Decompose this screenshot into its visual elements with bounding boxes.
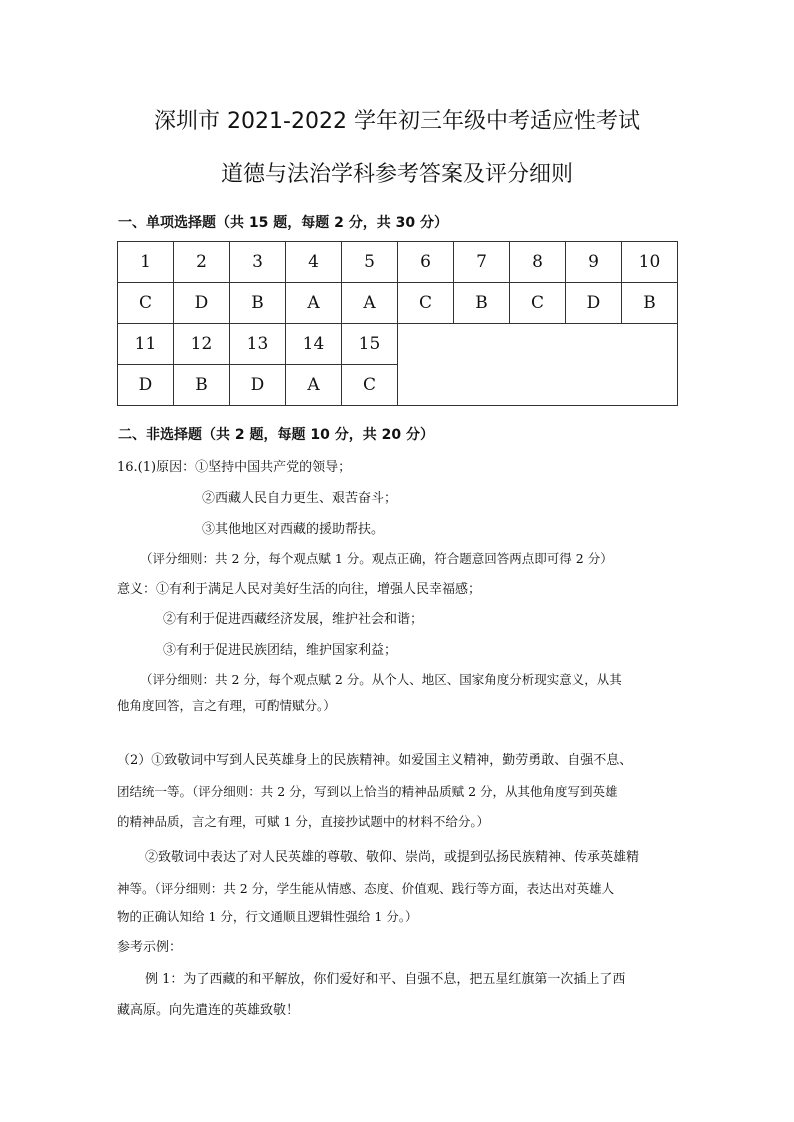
example-1-cont: 藏高原。向先遣连的英雄致敬！ [117,1003,300,1018]
answer-cell: B [454,283,510,324]
reference-example-heading: 参考示例： [117,940,183,955]
question-number-cell: 6 [398,242,454,283]
answer-cell: D [230,365,286,406]
question-number-cell: 3 [230,242,286,283]
answer-cell: D [118,365,174,406]
answer-cell: D [174,283,230,324]
empty-table-area [398,324,678,406]
question-number-cell: 14 [286,324,342,365]
q16-2-point2-cont: 神等。（评分细则：共 2 分，学生能从情感、态度、价值观、践行等方面，表达出对英雄人 [117,881,615,896]
question-number-cell: 11 [118,324,174,365]
question-number-cell: 2 [174,242,230,283]
scoring-note-1: （评分细则：共 2 分，每个观点赋 1 分。观点正确，符合题意回答两点即可得 2 分） [140,551,613,566]
answer-cell: B [174,365,230,406]
answer-cell: A [342,283,398,324]
q16-1-reason-3: ③其他地区对西藏的援助帮扶。 [202,522,385,537]
question-number-cell: 4 [286,242,342,283]
question-number-cell: 13 [230,324,286,365]
q16-2-point2: ②致敬词中表达了对人民英雄的尊敬、敬仰、崇尚，或提到弘扬民族精神、传承英雄精 [145,850,640,865]
q16-1-reason-2: ②西藏人民自力更生、艰苦奋斗； [202,491,398,506]
question-number-cell: 7 [454,242,510,283]
table-row-numbers-1 [118,242,678,283]
answer-cell: B [230,283,286,324]
scoring-note-2: （评分细则：共 2 分，每个观点赋 2 分。从个人、地区、国家角度分析现实意义，从其 [140,672,622,687]
q16-1-significance: 意义：①有利于满足人民对美好生活的向往，增强人民幸福感； [117,582,482,597]
answer-cell: B [622,283,678,324]
answer-cell: C [398,283,454,324]
question-number-cell: 12 [174,324,230,365]
q16-1-significance-2: ②有利于促进西藏经济发展，维护社会和谐； [163,612,424,627]
document-title-line2: 道德与法治学科参考答案及评分细则 [220,162,573,187]
document-title-line1: 深圳市 2021-2022 学年初三年级中考适应性考试 [154,109,640,134]
answer-table [117,241,678,406]
section1-heading: 一、单项选择题（共 15 题，每题 2 分，共 30 分） [118,215,448,231]
question-number-cell: 10 [622,242,678,283]
answer-cell: A [286,283,342,324]
question-number-cell: 8 [510,242,566,283]
answer-cell: C [510,283,566,324]
table-row-numbers-2 [118,324,678,365]
answer-cell: C [118,283,174,324]
question-number-cell: 9 [566,242,622,283]
q16-1-significance-3: ③有利于促进民族团结，维护国家利益； [163,643,398,658]
q16-2-point1-cont2: 的精神品质，言之有理，可赋 1 分，直接抄试题中的材料不给分。） [117,814,490,829]
example-1: 例 1：为了西藏的和平解放，你们爱好和平、自强不息，把五星红旗第一次插上了西 [145,972,626,987]
q16-2-point1-cont: 团结统一等。（评分细则：共 2 分，写到以上恰当的精神品质赋 2 分，从其他角度写到英雄 [117,784,618,799]
question-number-cell: 5 [342,242,398,283]
question-number-cell: 1 [118,242,174,283]
question-number-cell: 15 [342,324,398,365]
q16-1-reason: 16.(1)原因：①坚持中国共产党的领导； [117,460,352,475]
scoring-note-2-cont: 他角度回答，言之有理，可酌情赋分。） [117,698,336,713]
answer-cell: A [286,365,342,406]
section2-heading: 二、非选择题（共 2 题，每题 10 分，共 20 分） [118,427,434,443]
q16-2-point1: （2）①致敬词中写到人民英雄身上的民族精神。如爱国主义精神，勤劳勇敢、自强不息、 [117,753,633,768]
q16-2-point2-cont2: 物的正确认知给 1 分，行文通顺且逻辑性强给 1 分。） [117,909,418,924]
answer-cell: D [566,283,622,324]
table-row-answers-1 [118,283,678,324]
answer-cell: C [342,365,398,406]
